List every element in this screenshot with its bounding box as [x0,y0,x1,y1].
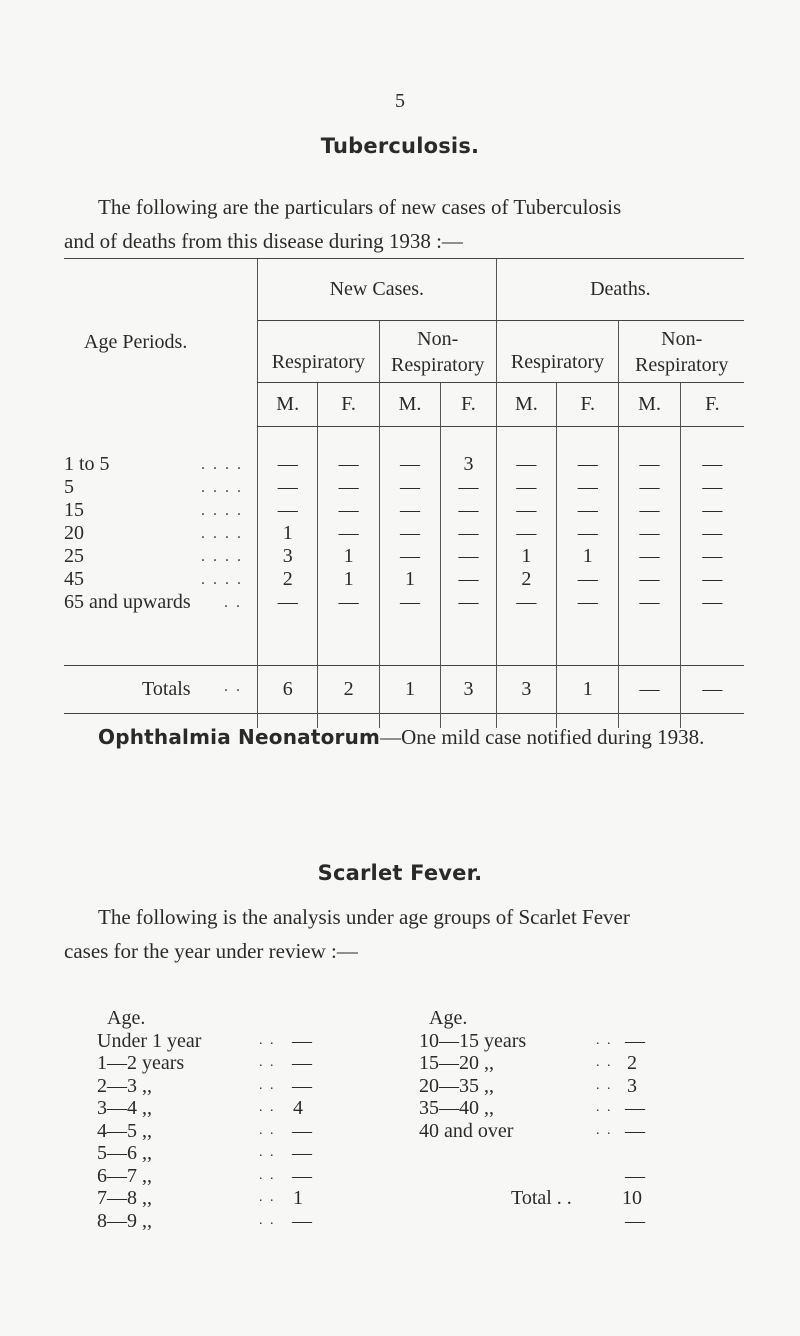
tuberculosis-intro [64,190,744,258]
leader-dots: . . [259,1032,276,1048]
sex-m-header: M. [379,383,440,427]
age-period-cell: 5 . . . . [64,475,243,498]
case-count: 1 [293,1187,303,1209]
table-cell: 2 [496,568,556,591]
leader-dots: . . [259,1122,276,1138]
new-nonrespiratory-header: Non- Respiratory [379,321,496,383]
table-cell: — [379,499,440,522]
table-cell: — [557,499,619,522]
table-row [64,568,744,591]
deaths-nonrespiratory-header: Non- Respiratory [619,321,744,383]
table-cell: — [441,476,497,499]
leader-dots: . . [259,1100,276,1115]
scarlet-fever-heading: Scarlet Fever. [317,861,483,885]
table-row [64,476,744,499]
table-row [64,453,744,476]
table-cell: 1 [557,545,619,568]
age-group: 3—4 ,, [97,1097,152,1119]
table-row [64,499,744,522]
table-cell: — [318,522,379,545]
table-cell: — [379,476,440,499]
table-cell: — [557,591,619,614]
new-respiratory-header: Respiratory [257,321,379,383]
table-cell: 3 [257,545,317,568]
ophthalmia-paragraph [98,725,778,750]
table-cell: — [619,522,680,545]
table-cell: — [557,476,619,499]
leader-dots: . . [259,1055,276,1070]
table-cell: — [257,453,317,476]
leader-dots: . . [596,1055,613,1070]
age-group: 1—2 years [97,1052,185,1074]
age-group: 8—9 ,, [97,1209,152,1232]
total-label: Total . . [511,1187,572,1209]
list-item [97,1210,377,1233]
table-cell: — [619,453,680,476]
age-group: Under 1 year [97,1029,202,1052]
ophthalmia-heading: Ophthalmia Neonatorum [98,725,381,749]
tuberculosis-heading: Tuberculosis. [320,134,480,158]
table-cell: — [441,545,497,568]
age-periods-header: Age Periods. [64,259,257,427]
table-cell: — [441,591,497,614]
table-cell: — [557,568,619,591]
table-cell: — [680,476,744,499]
case-count: — [292,1142,312,1164]
sex-f-header: F. [680,383,744,427]
totals-cell: 1 [379,666,440,714]
table-row [64,591,744,614]
scarlet-fever-intro [64,900,764,968]
age-period-cell: 45 . . . . [64,567,243,590]
sex-f-header: F. [318,383,379,427]
leader-dots: . . [259,1145,276,1160]
deaths-respiratory-header: Respiratory [496,321,619,383]
table-cell: — [441,568,497,591]
list-item [419,1030,739,1053]
list-item [97,1165,377,1188]
table-cell: — [496,591,556,614]
table-cell: — [318,476,379,499]
new-cases-header: New Cases. [257,259,496,321]
totals-cell: 3 [441,666,497,714]
table-cell: — [496,522,556,545]
table-row [64,545,744,568]
table-cell: 3 [441,453,497,476]
totals-cell: 2 [318,666,379,714]
ophthalmia-text: —One mild case notified during 1938. [380,725,705,749]
tuberculosis-intro-line1: The following are the particulars of new cases of Tuberculosis [98,195,622,219]
table-cell: — [257,499,317,522]
table-cell: — [680,499,744,522]
table-cell: — [557,522,619,545]
list-item [419,1097,739,1120]
age-group: 6—7 ,, [97,1164,152,1187]
deaths-header: Deaths. [496,259,744,321]
list-item [97,1142,377,1165]
table-cell: — [557,453,619,476]
table-cell: — [318,591,379,614]
age-period-cell: 25 . . . . [64,544,243,567]
case-count: — [625,1097,645,1119]
case-count: 4 [293,1097,303,1119]
case-count: 2 [627,1052,637,1074]
scarlet-fever-intro-line2: cases for the year under review :— [64,939,358,963]
table-cell: 1 [379,568,440,591]
age-group: 10—15 years [419,1029,527,1052]
list-item [419,1120,739,1143]
age-group: 4—5 ,, [97,1119,152,1142]
table-cell: — [680,545,744,568]
sex-f-header: F. [557,383,619,427]
table-cell: — [496,499,556,522]
table-cell: 1 [318,545,379,568]
list-item [97,1120,377,1143]
case-count: — [625,1029,645,1052]
table-cell: — [441,499,497,522]
list-item [97,1075,377,1098]
list-item [97,1030,377,1053]
list-item [97,1187,377,1210]
table-cell: — [257,591,317,614]
totals-cell: — [619,666,680,714]
total-value: 10 [622,1187,642,1209]
leader-dots: . . [259,1190,276,1205]
table-cell: — [680,568,744,591]
table-cell: — [619,476,680,499]
tuberculosis-intro-line2: and of deaths from this disease during 1938 :— [64,229,463,253]
totals-cell: 6 [257,666,317,714]
table-row [64,522,744,545]
table-cell: — [318,499,379,522]
age-group: 2—3 ,, [97,1074,152,1097]
total-rule: — [625,1164,645,1187]
table-cell: 1 [318,568,379,591]
case-count: — [292,1164,312,1187]
totals-cell: — [680,666,744,714]
age-group: 15—20 ,, [419,1052,494,1074]
total-rule: — [625,1209,645,1232]
case-count: — [292,1029,312,1052]
page-number: 5 [395,90,405,112]
case-count: — [292,1209,312,1232]
table-cell: — [379,591,440,614]
scarlet-fever-left-column [97,1007,377,1232]
case-count: — [292,1074,312,1097]
sex-m-header: M. [619,383,680,427]
scarlet-fever-right-column [419,1007,739,1232]
table-cell: — [496,453,556,476]
age-group: 5—6 ,, [97,1142,152,1164]
age-header: Age. [107,1007,146,1029]
table-cell: — [680,591,744,614]
age-period-cell: 20 . . . . [64,521,243,544]
totals-cell: 1 [557,666,619,714]
table-cell: — [619,568,680,591]
totals-label-cell: Totals . . [142,678,242,700]
table-cell: — [379,522,440,545]
age-group: 40 and over [419,1119,514,1142]
age-period-cell: 1 to 5 . . . . [64,452,243,475]
table-cell: — [619,591,680,614]
age-header: Age. [429,1007,468,1029]
table-cell: 2 [257,568,317,591]
age-period-cell: 65 and upwards . . [64,590,242,613]
table-cell: — [257,476,317,499]
table-cell: — [379,453,440,476]
table-cell: — [619,499,680,522]
tuberculosis-table [64,258,744,728]
list-item [419,1052,739,1075]
case-count: — [292,1052,312,1074]
leader-dots: . . [259,1077,276,1093]
list-item [419,1075,739,1098]
age-group: 7—8 ,, [97,1187,152,1209]
table-cell: 1 [496,545,556,568]
table-cell: — [496,476,556,499]
table-cell: — [619,545,680,568]
leader-dots: . . [596,1122,613,1138]
scarlet-fever-intro-line1: The following is the analysis under age groups of Scarlet Fever [98,905,630,929]
list-item [97,1097,377,1120]
case-count: — [292,1119,312,1142]
leader-dots: . . [596,1032,613,1048]
table-cell: — [680,453,744,476]
table-cell: 1 [257,522,317,545]
totals-row [64,666,744,714]
case-count: 3 [627,1074,637,1097]
age-group: 20—35 ,, [419,1074,494,1097]
sex-f-header: F. [441,383,497,427]
totals-cell: 3 [496,666,556,714]
sex-m-header: M. [496,383,556,427]
table-cell: — [441,522,497,545]
table-cell: — [318,453,379,476]
case-count: — [625,1119,645,1142]
leader-dots: . . [259,1167,276,1183]
table-cell: — [680,522,744,545]
leader-dots: . . [596,1077,613,1093]
age-group: 35—40 ,, [419,1097,494,1119]
list-item [97,1052,377,1075]
age-period-cell: 15 . . . . [64,498,243,521]
leader-dots: . . [259,1212,276,1228]
sex-m-header: M. [257,383,317,427]
table-cell: — [379,545,440,568]
leader-dots: . . [596,1100,613,1115]
